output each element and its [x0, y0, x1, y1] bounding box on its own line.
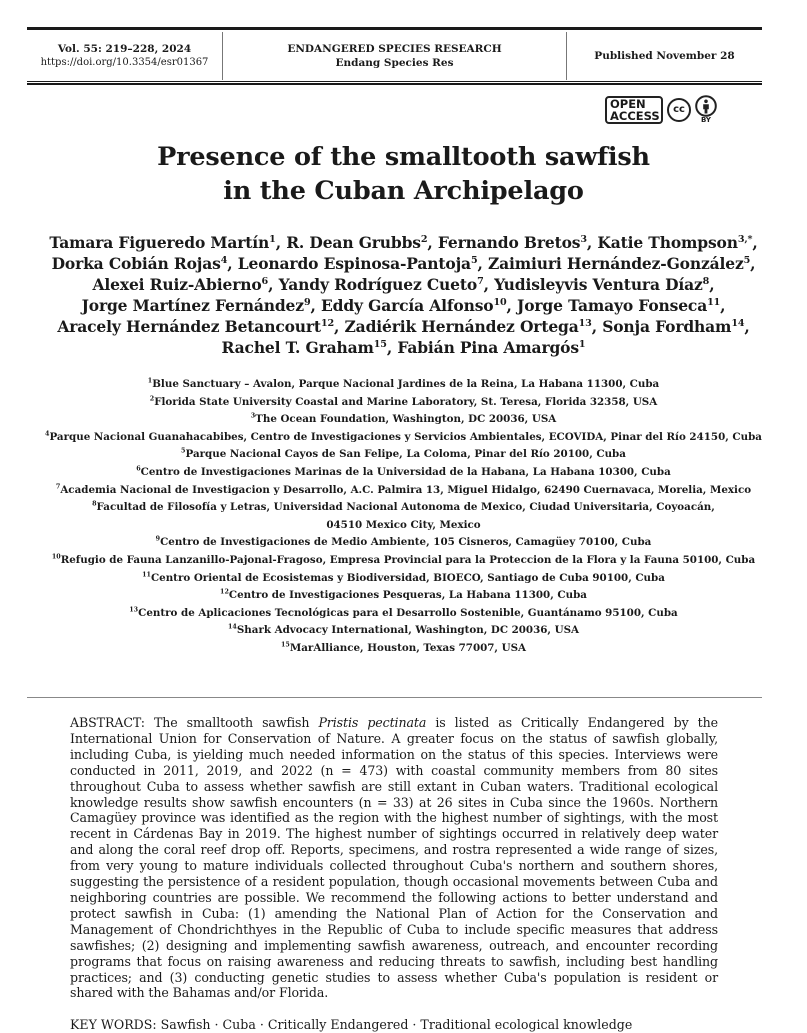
keywords-label: KEY WORDS:	[70, 1017, 157, 1032]
author-separator: ,	[477, 254, 488, 273]
affiliation-text: MarAlliance, Houston, Texas 77007, USA	[289, 641, 527, 654]
author-name: Yandy Rodríguez Cueto	[278, 275, 478, 294]
author-name: Eddy García Alfonso	[320, 296, 494, 315]
affiliation-item	[20, 376, 787, 394]
affiliation-text: Refugio de Fauna Lanzanillo-Pajonal-Fragoso, Empresa Provincial para la Proteccion de la Flora y la Fauna 50100, Cuba	[60, 553, 756, 566]
keywords	[70, 1017, 718, 1033]
open-access-line2: ACCESS	[610, 108, 660, 123]
affiliation-number: 9	[155, 534, 161, 543]
affiliation-number: 5	[181, 446, 186, 455]
section-divider	[27, 697, 762, 698]
author-affiliation-ref: 2	[420, 233, 428, 245]
author-affiliation-ref: 15	[373, 338, 387, 350]
author-affiliation-ref: 5	[743, 254, 751, 266]
author-name: Zadiérik Hernández Ortega	[344, 317, 579, 336]
open-access-line1: OPEN	[610, 96, 646, 111]
header-rule-bottom-thick	[27, 83, 762, 85]
affiliation-text-continued: 04510 Mexico City, Mexico	[326, 518, 481, 531]
open-access-badge[interactable]	[605, 96, 663, 124]
license-badges	[605, 95, 717, 124]
affiliation-item	[20, 587, 787, 605]
affiliation-number: 4	[45, 429, 50, 438]
author-name: Jorge Martínez Fernández	[81, 296, 304, 315]
author-name: Tamara Figueredo Martín	[49, 233, 270, 252]
affiliation-item	[20, 534, 787, 552]
author-separator: ,	[750, 254, 756, 273]
author-separator: ,	[752, 233, 758, 252]
affiliation-text: Centro de Aplicaciones Tecnológicas para el Desarrollo Sostenible, Guantánamo 95100, Cuba	[138, 606, 678, 619]
cc-by-label: BY	[700, 116, 712, 124]
author-affiliation-ref: 13	[578, 317, 592, 329]
author-affiliation-ref: 1	[269, 233, 276, 245]
author-affiliation-ref: 11	[707, 296, 721, 308]
journal-header	[27, 32, 762, 80]
affiliation-text: Centro de Investigaciones de Medio Ambiente, 105 Cisneros, Camagüey 70100, Cuba	[160, 536, 652, 549]
affiliation-number: 2	[149, 394, 155, 403]
author-name: R. Dean Grubbs	[286, 233, 421, 252]
author-name: Rachel T. Graham	[221, 338, 374, 357]
affiliation-item	[20, 482, 787, 500]
creative-commons-icon[interactable]: cc	[667, 98, 691, 122]
affiliation-text: Blue Sanctuary – Avalon, Parque Nacional Jardines de la Reina, La Habana 11300, Cuba	[152, 378, 660, 390]
affiliation-list	[20, 376, 787, 658]
author-name: Zaimiuri Hernández-González	[487, 254, 744, 273]
author-affiliation-ref: 8	[702, 275, 710, 287]
doi-link[interactable]: https://doi.org/10.3354/esr01367	[40, 57, 209, 68]
author-separator: ,	[334, 317, 345, 336]
header-volume-cell	[27, 32, 222, 80]
abstract-label: ABSTRACT:	[70, 715, 145, 730]
author-name: Leonardo Espinosa-Pantoja	[237, 254, 471, 273]
abstract-lead: The smalltooth sawfish	[144, 715, 319, 730]
author-affiliation-ref: 4	[220, 254, 228, 266]
affiliation-number: 6	[136, 464, 141, 473]
journal-abbrev: Endang Species Res	[335, 57, 454, 69]
affiliation-item	[20, 394, 787, 412]
affiliation-number: 7	[55, 482, 61, 491]
author-name: Alexei Ruiz-Abierno	[92, 275, 262, 294]
affiliation-text: The Ocean Foundation, Washington, DC 20036, USA	[255, 413, 557, 426]
title-line-1: Presence of the smalltooth sawfish	[157, 142, 650, 172]
header-published-cell	[567, 32, 762, 80]
author-separator: ,	[386, 338, 398, 357]
affiliation-text: Parque Nacional Cayos de San Felipe, La Coloma, Pinar del Río 20100, Cuba	[185, 448, 626, 461]
author-list	[40, 232, 767, 358]
author-separator: ,	[427, 233, 438, 252]
affiliation-number: 13	[129, 605, 139, 614]
affiliation-number: 12	[220, 587, 229, 596]
abstract	[70, 715, 718, 1001]
author-affiliation-ref: 14	[731, 317, 745, 329]
affiliation-item	[20, 640, 787, 658]
author-affiliation-ref: 12	[320, 317, 335, 329]
author-separator: ,	[275, 233, 287, 252]
affiliation-number: 14	[227, 622, 237, 631]
author-affiliation-ref: 7	[477, 275, 484, 287]
affiliation-number: 3	[250, 411, 256, 420]
abstract-species-name: Pristis pectinata	[318, 715, 427, 730]
affiliation-item	[20, 464, 787, 482]
author-separator: ,	[586, 233, 598, 252]
author-separator: ,	[268, 275, 279, 294]
affiliation-item	[20, 605, 787, 623]
affiliation-text: Academia Nacional de Investigacion y Desarrollo, A.C. Palmira 13, Miguel Hidalgo, 62490 Cuernavaca, Morelia, Mexico	[60, 483, 752, 496]
abstract-body: is listed as Critically Endangered by the International Union for Conservation of Nature. A greater focus on the status of sawfish globally, including Cuba, is yielding much needed information on the status of this species. Interviews were conducted in 2011, 2019, and 2022 (n = 473) with coastal community members from 80 sites throughout Cuba to assess whether sawfish are still extant in Cuban waters. Traditional ecological knowledge results show sawfish encounters (n = 33) at 26 sites in Cuba since the 1960s. Northern Camagüey province was identified as the region with the highest number of sightings, with the most recent in Cárdenas Bay in 2019. The highest number of sightings occurred in relatively deep water and along the coral reef drop off. Reports, specimens, and rostra represented a wide range of sizes, from very young to mature individuals collected throughout Cuba's northern and southern shores, suggesting the persistence of a resident population, though occasional movements between Cuba and neighboring countries are possible. We recommend the following actions to better understand and protect sawfish in Cuba: (1) amending the National Plan of Action for the Conservation and Management of Chondrichthyes in the Republic of Cuba to include specific measures that address sawfishes; (2) designing and implementing sawfish awareness, outreach, and encounter recording programs that focus on raising awareness and reducing threats to sawfish, including best handling practices; and (3) conducting genetic studies to assess whether Cuba's population is resident or shared with the Bahamas and/or Florida.	[70, 715, 719, 1001]
affiliation-number: 10	[51, 552, 61, 561]
affiliation-text: Florida State University Coastal and Marine Laboratory, St. Teresa, Florida 32358, USA	[154, 395, 658, 408]
affiliation-number: 8	[92, 499, 97, 508]
affiliation-text: Shark Advocacy International, Washington, DC 20036, USA	[236, 624, 579, 637]
author-name: Jorge Tamayo Fonseca	[517, 296, 708, 315]
title-line-2: in the Cuban Archipelago	[223, 176, 584, 206]
author-separator: ,	[744, 317, 750, 336]
header-journal-cell	[222, 32, 567, 80]
affiliation-text: Facultad de Filosofía y Letras, Universidad Nacional Autonoma de Mexico, Ciudad Universitaria, Coyoacán,	[96, 501, 715, 514]
affiliation-text: Centro de Investigaciones Marinas de la Universidad de la Habana, La Habana 10300, Cuba	[140, 465, 671, 478]
affiliation-item	[20, 429, 787, 447]
author-affiliation-ref: 5	[470, 254, 478, 266]
author-name: Dorka Cobián Rojas	[51, 254, 221, 273]
author-affiliation-ref: 6	[261, 275, 269, 287]
author-name: Sonja Fordham	[602, 317, 732, 336]
author-affiliation-ref: 3	[580, 233, 587, 245]
author-separator: ,	[483, 275, 495, 294]
person-icon	[695, 95, 717, 117]
author-affiliation-ref: 1	[578, 338, 586, 350]
affiliation-item	[20, 411, 787, 429]
author-separator: ,	[227, 254, 238, 273]
affiliation-item	[20, 499, 787, 534]
cc-by-icon[interactable]	[695, 95, 717, 124]
author-name: Katie Thompson	[597, 233, 738, 252]
volume-info: Vol. 55: 219–228, 2024	[57, 43, 192, 55]
author-name: Fabián Pina Amargós	[397, 338, 579, 357]
author-separator: ,	[720, 296, 726, 315]
top-rule-thick	[27, 27, 762, 30]
author-name: Fernando Bretos	[437, 233, 581, 252]
journal-name: ENDANGERED SPECIES RESEARCH	[287, 43, 502, 55]
affiliation-text: Centro Oriental de Ecosistemas y Biodiversidad, BIOECO, Santiago de Cuba 90100, Cuba	[150, 571, 665, 584]
affiliation-text: Parque Nacional Guanahacabibes, Centro de Investigaciones y Servicios Ambientales, ECOVIDA, Pinar del Río 24150, Cuba	[49, 430, 762, 443]
affiliation-number: 1	[147, 376, 153, 385]
author-separator: ,	[709, 275, 715, 294]
author-name: Aracely Hernández Betancourt	[57, 317, 321, 336]
affiliation-item	[20, 622, 787, 640]
affiliation-number: 11	[142, 570, 151, 579]
author-name: Yudisleyvis Ventura Díaz	[494, 275, 703, 294]
author-separator: ,	[310, 296, 321, 315]
keywords-text: Sawfish · Cuba · Critically Endangered · Traditional ecological knowledge	[156, 1017, 633, 1032]
author-affiliation-ref: 10	[493, 296, 507, 308]
affiliation-item	[20, 446, 787, 464]
author-separator: ,	[506, 296, 518, 315]
affiliation-text: Centro de Investigaciones Pesqueras, La Habana 11300, Cuba	[228, 589, 587, 602]
published-date: Published November 28	[594, 50, 735, 62]
author-affiliation-ref: 9	[303, 296, 311, 308]
author-separator: ,	[591, 317, 603, 336]
header-rule-bottom	[27, 81, 762, 82]
paper-title	[0, 140, 807, 208]
affiliation-number: 15	[280, 640, 290, 649]
author-affiliation-ref: 3,*	[737, 233, 753, 245]
affiliation-item	[20, 570, 787, 588]
affiliation-item	[20, 552, 787, 570]
